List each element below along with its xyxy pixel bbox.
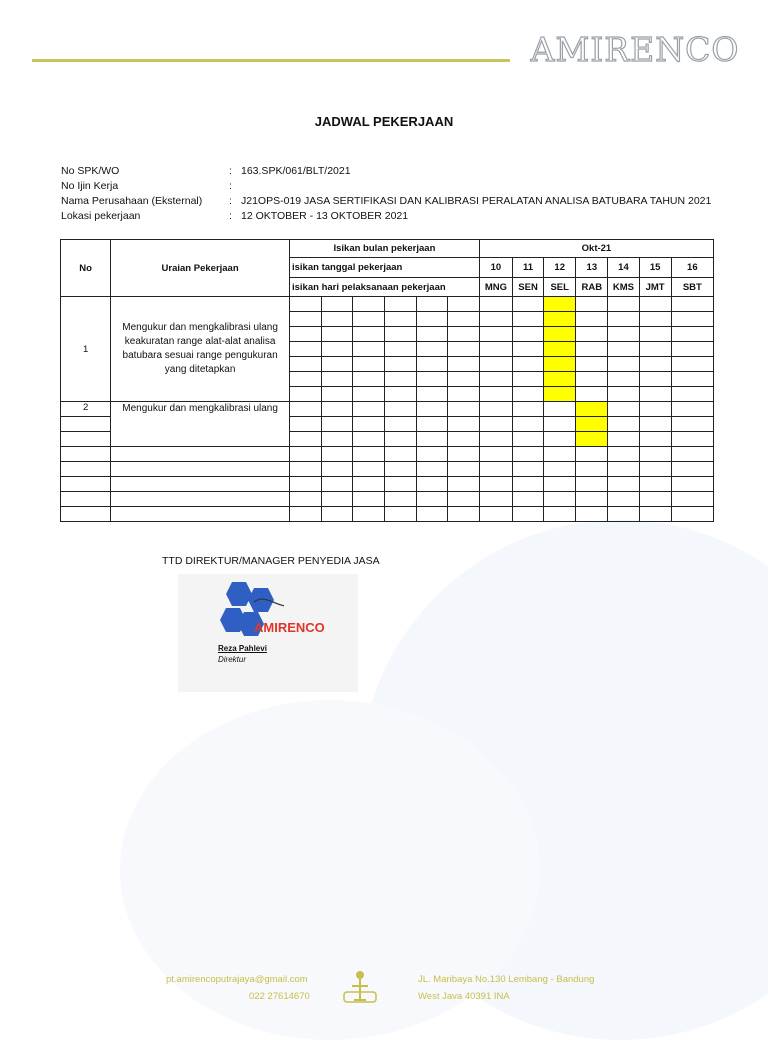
schedule-cell — [576, 417, 608, 432]
schedule-cell — [513, 372, 544, 387]
schedule-cell — [416, 327, 447, 342]
schedule-cell — [608, 402, 639, 417]
schedule-cell — [447, 447, 479, 462]
schedule-cell — [576, 342, 608, 357]
table-cell — [111, 507, 290, 522]
schedule-cell — [513, 297, 544, 312]
schedule-cell — [290, 432, 322, 447]
schedule-cell — [416, 477, 447, 492]
table-row — [61, 402, 714, 417]
schedule-cell — [639, 432, 671, 447]
schedule-cell — [416, 297, 447, 312]
schedule-cell — [639, 507, 671, 522]
schedule-cell — [513, 342, 544, 357]
table-row — [61, 507, 714, 522]
schedule-cell — [639, 342, 671, 357]
info-row-location: Lokasi pekerjaan : 12 OKTOBER - 13 OKTOBER 2021 — [61, 210, 409, 222]
company-logo: AMIRENCO — [530, 30, 740, 69]
schedule-cell — [290, 462, 322, 477]
schedule-cell — [544, 432, 576, 447]
schedule-table — [60, 239, 714, 522]
schedule-cell — [322, 507, 353, 522]
schedule-cell — [479, 507, 512, 522]
header-day: JMT — [639, 278, 671, 297]
task-no: 1 — [61, 297, 111, 402]
schedule-cell — [639, 357, 671, 372]
schedule-cell — [576, 447, 608, 462]
table-cell — [61, 447, 111, 462]
schedule-cell — [513, 357, 544, 372]
schedule-cell — [353, 447, 385, 462]
schedule-cell — [385, 417, 416, 432]
schedule-cell — [353, 507, 385, 522]
schedule-cell — [353, 312, 385, 327]
schedule-cell — [671, 462, 713, 477]
schedule-cell — [447, 327, 479, 342]
header-date: 12 — [544, 258, 576, 278]
schedule-cell — [447, 387, 479, 402]
schedule-cell — [671, 372, 713, 387]
schedule-cell — [290, 372, 322, 387]
stamp-brand: AMIRENCO — [254, 620, 325, 635]
schedule-cell — [479, 492, 512, 507]
schedule-cell — [671, 477, 713, 492]
schedule-cell — [671, 342, 713, 357]
table-cell — [61, 462, 111, 477]
schedule-cell — [353, 462, 385, 477]
schedule-cell — [353, 417, 385, 432]
schedule-cell — [544, 312, 576, 327]
schedule-cell — [479, 402, 512, 417]
schedule-cell — [608, 372, 639, 387]
schedule-cell — [416, 492, 447, 507]
schedule-cell — [322, 417, 353, 432]
header-day: SEN — [513, 278, 544, 297]
schedule-cell — [322, 312, 353, 327]
schedule-cell — [447, 417, 479, 432]
schedule-cell — [576, 477, 608, 492]
schedule-cell — [290, 387, 322, 402]
schedule-cell — [385, 492, 416, 507]
schedule-cell — [447, 492, 479, 507]
schedule-cell — [513, 312, 544, 327]
schedule-cell — [385, 447, 416, 462]
schedule-cell — [353, 477, 385, 492]
schedule-cell — [671, 327, 713, 342]
schedule-cell — [416, 312, 447, 327]
info-label: Nama Perusahaan (Eksternal) — [61, 195, 203, 207]
table-row — [61, 297, 714, 312]
header-no: No — [61, 240, 111, 297]
signature-title: TTD DIREKTUR/MANAGER PENYEDIA JASA — [162, 555, 380, 567]
schedule-cell — [639, 447, 671, 462]
header-day: MNG — [479, 278, 512, 297]
schedule-cell — [544, 342, 576, 357]
info-block — [61, 164, 711, 224]
schedule-cell — [353, 342, 385, 357]
schedule-cell — [290, 342, 322, 357]
schedule-cell — [671, 417, 713, 432]
schedule-cell — [447, 432, 479, 447]
schedule-cell — [416, 462, 447, 477]
schedule-cell — [479, 312, 512, 327]
schedule-cell — [290, 477, 322, 492]
schedule-cell — [322, 477, 353, 492]
schedule-cell — [322, 327, 353, 342]
schedule-cell — [322, 297, 353, 312]
schedule-cell — [608, 387, 639, 402]
table-cell — [61, 432, 111, 447]
header-date-label: isikan tanggal pekerjaan — [290, 258, 480, 278]
schedule-cell — [322, 402, 353, 417]
table-row — [61, 462, 714, 477]
schedule-cell — [385, 327, 416, 342]
schedule-cell — [416, 357, 447, 372]
schedule-cell — [447, 402, 479, 417]
schedule-cell — [322, 432, 353, 447]
schedule-cell — [353, 297, 385, 312]
schedule-cell — [479, 462, 512, 477]
schedule-cell — [576, 297, 608, 312]
signatory-name: Reza Pahlevi — [218, 644, 267, 653]
table-cell — [111, 462, 290, 477]
schedule-cell — [290, 447, 322, 462]
info-row-company: Nama Perusahaan (Eksternal) : J21OPS-019 JASA SERTIFIKASI DAN KALIBRASI PERALATAN ANALISA BATUBARA TAHUN 2021 — [61, 195, 712, 207]
footer-emblem-icon — [338, 966, 382, 1010]
schedule-cell — [576, 432, 608, 447]
schedule-cell — [576, 312, 608, 327]
task-no: 2 — [61, 402, 111, 417]
schedule-cell — [416, 447, 447, 462]
schedule-cell — [385, 507, 416, 522]
schedule-cell — [447, 477, 479, 492]
schedule-cell — [513, 327, 544, 342]
schedule-cell — [639, 462, 671, 477]
schedule-cell — [447, 312, 479, 327]
schedule-cell — [385, 402, 416, 417]
schedule-cell — [544, 447, 576, 462]
schedule-cell — [353, 372, 385, 387]
footer-address-line1: JL. Maribaya No.130 Lembang - Bandung — [418, 974, 595, 985]
header-month: Okt-21 — [479, 240, 713, 258]
schedule-cell — [639, 327, 671, 342]
schedule-cell — [576, 507, 608, 522]
schedule-cell — [671, 297, 713, 312]
header-date: 15 — [639, 258, 671, 278]
header-date: 13 — [576, 258, 608, 278]
table-row — [61, 477, 714, 492]
schedule-cell — [416, 432, 447, 447]
schedule-cell — [447, 507, 479, 522]
schedule-cell — [385, 297, 416, 312]
schedule-cell — [544, 492, 576, 507]
info-row-ijin: No Ijin Kerja : — [61, 180, 232, 192]
schedule-cell — [608, 447, 639, 462]
schedule-cell — [322, 447, 353, 462]
page-title: JADWAL PEKERJAAN — [314, 114, 454, 129]
table-cell — [111, 447, 290, 462]
schedule-cell — [479, 447, 512, 462]
header-day-label: isikan hari pelaksanaan pekerjaan — [290, 278, 480, 297]
schedule-cell — [479, 387, 512, 402]
header-day: KMS — [608, 278, 639, 297]
info-value: 12 OKTOBER - 13 OKTOBER 2021 — [241, 210, 409, 222]
schedule-cell — [290, 417, 322, 432]
schedule-cell — [513, 417, 544, 432]
schedule-cell — [353, 357, 385, 372]
schedule-cell — [290, 297, 322, 312]
schedule-cell — [416, 402, 447, 417]
schedule-cell — [513, 492, 544, 507]
schedule-cell — [290, 312, 322, 327]
info-value: 163.SPK/061/BLT/2021 — [241, 165, 351, 177]
schedule-cell — [322, 462, 353, 477]
schedule-cell — [513, 477, 544, 492]
schedule-cell — [322, 342, 353, 357]
schedule-cell — [290, 507, 322, 522]
background-decoration-2 — [120, 700, 540, 1040]
schedule-cell — [608, 357, 639, 372]
header-day: SEL — [544, 278, 576, 297]
schedule-cell — [544, 417, 576, 432]
schedule-cell — [671, 357, 713, 372]
schedule-cell — [639, 312, 671, 327]
schedule-cell — [608, 462, 639, 477]
schedule-cell — [447, 357, 479, 372]
schedule-cell — [479, 327, 512, 342]
info-row-spk: No SPK/WO : 163.SPK/061/BLT/2021 — [61, 165, 351, 177]
table-cell — [61, 477, 111, 492]
schedule-cell — [608, 492, 639, 507]
schedule-cell — [639, 417, 671, 432]
footer-address-line2: West Java 40391 INA — [418, 991, 510, 1002]
header-date: 10 — [479, 258, 512, 278]
info-label: Lokasi pekerjaan — [61, 210, 141, 222]
schedule-cell — [513, 462, 544, 477]
schedule-cell — [513, 402, 544, 417]
schedule-cell — [608, 477, 639, 492]
schedule-cell — [576, 462, 608, 477]
header-month-label: Isikan bulan pekerjaan — [290, 240, 480, 258]
schedule-cell — [671, 432, 713, 447]
schedule-cell — [385, 432, 416, 447]
schedule-cell — [322, 492, 353, 507]
schedule-cell — [544, 462, 576, 477]
schedule-cell — [544, 477, 576, 492]
schedule-cell — [639, 372, 671, 387]
schedule-cell — [479, 297, 512, 312]
schedule-cell — [671, 402, 713, 417]
schedule-cell — [544, 387, 576, 402]
schedule-cell — [513, 432, 544, 447]
schedule-cell — [576, 327, 608, 342]
info-value: J21OPS-019 JASA SERTIFIKASI DAN KALIBRASI PERALATAN ANALISA BATUBARA TAHUN 2021 — [241, 195, 712, 207]
schedule-cell — [608, 507, 639, 522]
schedule-cell — [290, 327, 322, 342]
header-day: SBT — [671, 278, 713, 297]
schedule-cell — [671, 492, 713, 507]
table-cell — [111, 492, 290, 507]
schedule-cell — [576, 402, 608, 417]
schedule-cell — [576, 372, 608, 387]
schedule-cell — [447, 342, 479, 357]
schedule-cell — [479, 342, 512, 357]
table-cell — [61, 417, 111, 432]
schedule-cell — [290, 357, 322, 372]
schedule-cell — [608, 417, 639, 432]
schedule-cell — [544, 402, 576, 417]
schedule-cell — [513, 507, 544, 522]
schedule-cell — [290, 402, 322, 417]
task-desc: Mengukur dan mengkalibrasi ulang — [111, 402, 290, 447]
schedule-cell — [447, 462, 479, 477]
schedule-cell — [353, 432, 385, 447]
schedule-cell — [608, 297, 639, 312]
schedule-cell — [639, 297, 671, 312]
schedule-cell — [608, 312, 639, 327]
schedule-cell — [479, 372, 512, 387]
schedule-cell — [416, 372, 447, 387]
task-desc: Mengukur dan mengkalibrasi ulang keakuratan range alat-alat analisa batubara sesuai range pengukuran yang ditetapkan — [111, 297, 290, 402]
schedule-cell — [385, 342, 416, 357]
schedule-cell — [353, 387, 385, 402]
schedule-cell — [353, 492, 385, 507]
header-desc: Uraian Pekerjaan — [111, 240, 290, 297]
info-label: No SPK/WO — [61, 165, 120, 177]
schedule-cell — [544, 357, 576, 372]
schedule-cell — [353, 402, 385, 417]
table-cell — [111, 477, 290, 492]
header-date: 14 — [608, 258, 639, 278]
info-label: No Ijin Kerja — [61, 180, 119, 192]
schedule-cell — [290, 492, 322, 507]
schedule-cell — [385, 477, 416, 492]
schedule-cell — [322, 387, 353, 402]
schedule-cell — [322, 357, 353, 372]
header-rule — [32, 59, 510, 62]
schedule-cell — [416, 387, 447, 402]
schedule-cell — [416, 417, 447, 432]
schedule-cell — [479, 432, 512, 447]
header-day: RAB — [576, 278, 608, 297]
schedule-cell — [416, 507, 447, 522]
table-row — [61, 492, 714, 507]
schedule-cell — [385, 462, 416, 477]
schedule-cell — [544, 297, 576, 312]
schedule-cell — [479, 417, 512, 432]
schedule-cell — [639, 477, 671, 492]
schedule-cell — [479, 357, 512, 372]
schedule-cell — [608, 327, 639, 342]
signature-stamp — [178, 574, 358, 692]
schedule-cell — [639, 387, 671, 402]
schedule-cell — [353, 327, 385, 342]
schedule-cell — [385, 372, 416, 387]
schedule-cell — [576, 492, 608, 507]
schedule-cell — [513, 447, 544, 462]
schedule-cell — [447, 372, 479, 387]
schedule-cell — [671, 507, 713, 522]
footer-email: pt.amirencoputrajaya@gmail.com — [166, 974, 308, 985]
schedule-cell — [385, 312, 416, 327]
footer-phone: 022 27614670 — [249, 991, 310, 1002]
table-cell — [61, 507, 111, 522]
schedule-cell — [639, 402, 671, 417]
schedule-cell — [671, 447, 713, 462]
schedule-cell — [639, 492, 671, 507]
schedule-cell — [576, 387, 608, 402]
signatory-role: Direktur — [218, 655, 247, 664]
schedule-cell — [671, 387, 713, 402]
schedule-cell — [671, 312, 713, 327]
schedule-cell — [608, 432, 639, 447]
schedule-cell — [416, 342, 447, 357]
schedule-cell — [544, 372, 576, 387]
schedule-cell — [608, 342, 639, 357]
schedule-cell — [479, 477, 512, 492]
schedule-cell — [385, 357, 416, 372]
schedule-cell — [447, 297, 479, 312]
header-date: 11 — [513, 258, 544, 278]
header-date: 16 — [671, 258, 713, 278]
table-row — [61, 447, 714, 462]
schedule-cell — [544, 327, 576, 342]
schedule-cell — [576, 357, 608, 372]
table-cell — [61, 492, 111, 507]
schedule-cell — [513, 387, 544, 402]
schedule-cell — [385, 387, 416, 402]
schedule-cell — [544, 507, 576, 522]
schedule-cell — [322, 372, 353, 387]
